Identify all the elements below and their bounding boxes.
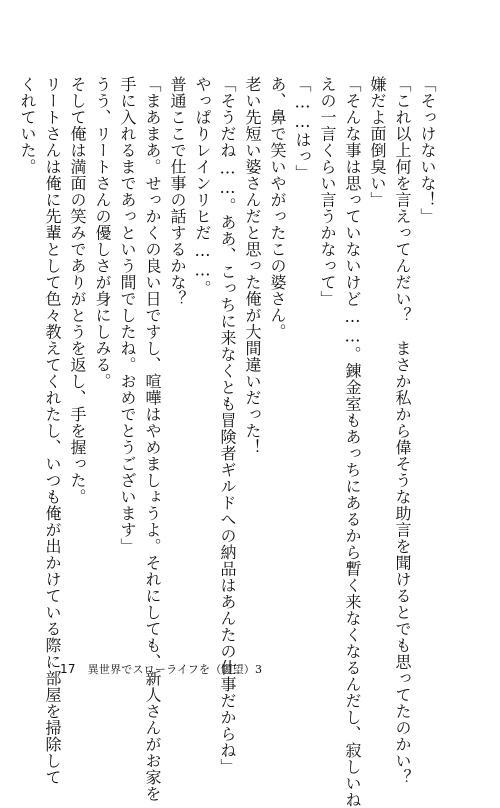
text-line: あ、鼻で笑いやがったこの婆さん。 <box>268 76 287 340</box>
page-footer <box>60 661 262 677</box>
text-line: 老い先短い婆さんだと思った俺が大間違いだった！ <box>243 76 262 456</box>
text-line: くれていた。 <box>18 76 37 175</box>
text-line: 手に入れるまであっという間でしたね。おめでとうございます」 <box>118 76 137 555</box>
text-line: 普通ここで仕事の話するかな？ <box>168 76 187 307</box>
text-line: 「これ以上何を言えってんだい？ まさか私から偉そうな助言を聞けるとでも思ってたのかい？ <box>393 76 412 786</box>
text-line: 「そっけないな！」 <box>418 76 437 225</box>
text-line: うう、リートさんの優しさが身にしみる。 <box>93 76 112 390</box>
book-title: 異世界でスローライフを（願望）3 <box>87 663 263 676</box>
text-line: えの一言くらい言うかなって」 <box>318 76 337 307</box>
text-line: リートさんは俺に先輩として色々教えてくれたし、いつも俺が出かけている際に部屋を掃除して <box>43 76 62 786</box>
text-line: 「……はっ」 <box>293 76 312 181</box>
text-line: やっぱりレインリヒだ……。 <box>193 76 212 297</box>
text-line: 嫌だよ面倒臭い」 <box>368 76 387 208</box>
text-line: 「そうだね……。ああ、こっちに来なくとも冒険者ギルドへの納品はあんたの仕事だからね」 <box>218 76 237 775</box>
page-number: 17 <box>60 662 76 676</box>
text-line: 「まあまあ。せっかくの良い日ですし、喧嘩はやめましょうよ。それにしても、新人さんがお家を <box>143 76 162 802</box>
text-line: そして俺は満面の笑みでありがとうを返し、手を握った。 <box>68 76 87 505</box>
text-line: 「そんな事は思っていないけど……。錬金室もあっちにあるから暫く来なくなるんだし、寂しいね <box>343 76 362 808</box>
